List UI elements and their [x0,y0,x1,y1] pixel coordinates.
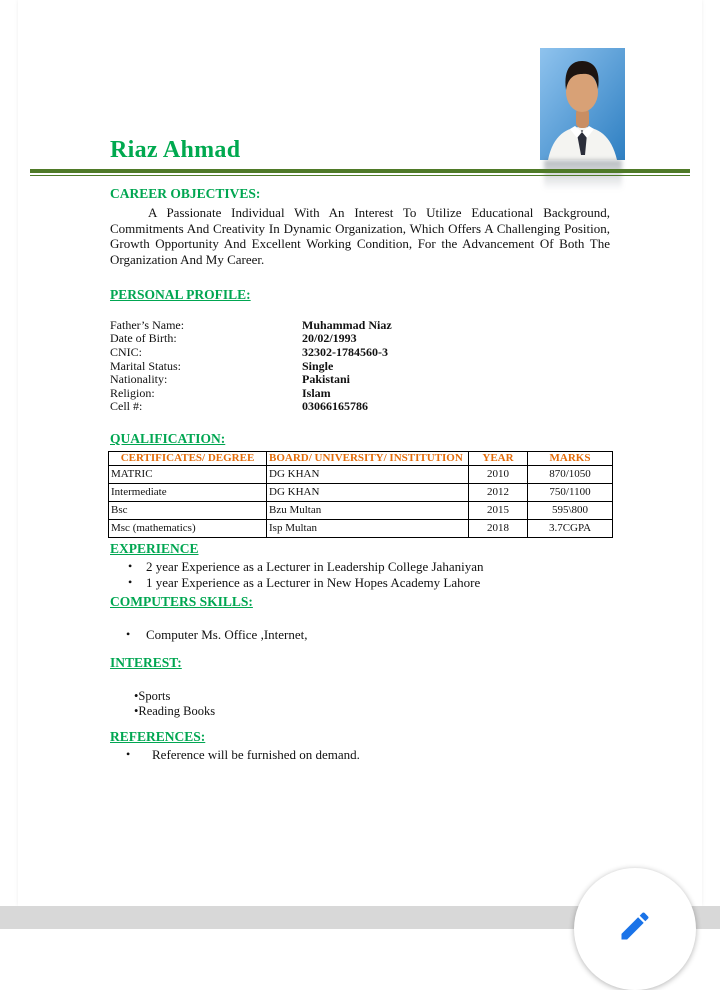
cell-year: 2010 [469,465,528,483]
field-marital-status [110,360,610,374]
field-nationality [110,373,610,387]
cell-board: Bzu Multan [267,501,469,519]
references-list [110,747,610,763]
list-item: • 2 year Experience as a Lecturer in Leadership College Jahaniyan [110,559,610,575]
cell-board: DG KHAN [267,483,469,501]
cell-year: 2015 [469,501,528,519]
portrait-image [540,48,625,160]
career-objectives-text: A Passionate Individual With An Interest To Utilize Educational Background, Commitments And Creativity In Dynamic Organization, Which Offers A Challenging Position, Growth Opportunity And Excellent Working Condition, For the Advancement Of Both The Organization And My Career. [110,205,610,268]
field-fathers-name [110,319,610,333]
page-title: Riaz Ahmad [110,137,241,163]
cell-marks: 870/1050 [528,465,613,483]
cell-degree: Intermediate [109,483,267,501]
cell-degree: Msc (mathematics) [109,519,267,537]
field-value: 03066165786 [302,399,368,414]
cell-board: DG KHAN [267,465,469,483]
cell-board: Isp Multan [267,519,469,537]
cell-year: 2018 [469,519,528,537]
cell-marks: 750/1100 [528,483,613,501]
field-cnic [110,346,610,360]
personal-profile-fields [110,319,610,414]
cell-degree: MATRIC [109,465,267,483]
table-row [109,501,613,519]
section-heading-career-objectives: CAREER OBJECTIVES: [110,186,261,201]
skills-list [110,627,610,643]
list-item: • 1 year Experience as a Lecturer in New Hopes Academy Lahore [110,575,610,591]
cell-degree: Bsc [109,501,267,519]
field-cell-number [110,400,610,414]
profile-photo [540,48,625,160]
table-row [109,483,613,501]
list-item: • Reference will be furnished on demand. [110,747,610,763]
cell-year: 2012 [469,483,528,501]
field-value: Pakistani [302,372,351,387]
field-date-of-birth [110,332,610,346]
edit-fab[interactable] [574,868,696,990]
resume-content [110,186,610,762]
field-religion [110,387,610,401]
section-heading-references: REFERENCES: [110,728,206,744]
experience-list [110,559,610,590]
section-heading-experience: EXPERIENCE [110,540,199,556]
section-heading-computer-skills: COMPUTERS SKILLS: [110,594,253,610]
table-header-row [109,451,613,465]
field-value: 20/02/1993 [302,331,357,346]
interest-list [110,689,610,719]
field-label: Nationality: [110,372,168,387]
edit-pencil-icon [617,908,653,944]
section-heading-interest: INTEREST: [110,654,182,670]
list-item: • Computer Ms. Office ,Internet, [110,627,610,643]
section-heading-qualification: QUALIFICATION: [110,430,226,446]
field-value: Islam [302,385,331,400]
field-label: Father’s Name: [110,317,185,332]
cell-marks: 595\800 [528,501,613,519]
cell-marks: 3.7CGPA [528,519,613,537]
field-label: Cell #: [110,399,143,414]
field-label: Date of Birth: [110,331,177,346]
list-item: •Sports [134,688,171,703]
field-value: Muhammad Niaz [302,317,392,332]
title-divider [30,169,690,176]
table-row [109,465,613,483]
resume-page [18,0,702,906]
list-item: •Reading Books [134,703,216,718]
qualification-table [108,451,613,538]
section-heading-personal-profile: PERSONAL PROFILE: [110,286,251,302]
field-value: Single [302,358,334,373]
field-label: Religion: [110,385,155,400]
column-header-marks: MARKS [528,451,613,465]
column-header-year: YEAR [469,451,528,465]
column-header-certificates: CERTIFICATES/ DEGREE [109,451,267,465]
column-header-board: BOARD/ UNIVERSITY/ INSTITUTION [267,451,469,465]
field-value: 32302-1784560-3 [302,345,388,359]
field-label: Marital Status: [110,358,181,373]
table-row [109,519,613,537]
field-label: CNIC: [110,345,143,359]
